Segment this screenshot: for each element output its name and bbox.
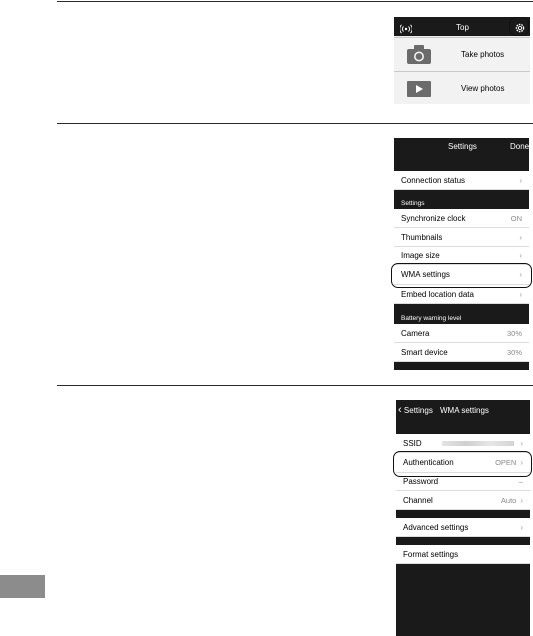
row-label: Password <box>403 477 439 486</box>
row-label: Camera <box>401 328 430 338</box>
chevron-right-icon: › <box>519 289 522 299</box>
chevron-right-icon: › <box>519 232 522 242</box>
row-value: 30% <box>506 347 522 357</box>
chevron-left-icon: ‹ <box>398 404 402 416</box>
wma-settings-highlight <box>391 263 532 288</box>
row-label: Embed location data <box>401 289 474 299</box>
play-icon <box>407 81 431 102</box>
row-label: Format settings <box>403 549 459 559</box>
row-label: Thumbnails <box>401 232 443 242</box>
format-settings-row[interactable] <box>396 545 530 564</box>
page-title: Top <box>456 23 469 32</box>
row-label: Smart device <box>401 347 448 357</box>
authentication-highlight <box>393 451 532 477</box>
section-header-battery: Battery warning level <box>401 315 462 322</box>
chevron-right-icon: › <box>519 175 522 185</box>
chevron-right-icon: › <box>520 438 523 448</box>
row-label: SSID <box>403 438 422 448</box>
chevron-right-icon: › <box>519 251 522 260</box>
page-title: WMA settings <box>440 406 489 415</box>
take-photos-label: Take photos <box>461 50 505 59</box>
page-tab-marker <box>0 575 45 598</box>
thumbnails-row[interactable] <box>394 228 529 247</box>
channel-row[interactable] <box>396 491 530 510</box>
row-label: Channel <box>403 495 433 505</box>
settings-highlight <box>509 17 529 36</box>
row-value: 30% <box>506 328 522 338</box>
camera-icon <box>407 45 431 69</box>
row-label: Advanced settings <box>403 522 469 532</box>
back-label: Settings <box>403 406 433 415</box>
chevron-right-icon: › <box>520 522 523 532</box>
section-divider-1 <box>57 1 533 2</box>
back-button[interactable] <box>398 406 433 415</box>
chevron-right-icon: › <box>520 458 523 467</box>
done-button[interactable]: Done <box>510 142 529 151</box>
section-divider-2 <box>57 123 533 124</box>
row-value: ON <box>510 213 522 223</box>
settings-screen <box>394 138 529 370</box>
row-value: OPEN <box>495 458 517 467</box>
row-label: Synchronize clock <box>401 213 466 223</box>
connection-status-row[interactable] <box>394 171 529 190</box>
top-screen <box>394 17 530 104</box>
row-label: Image size <box>401 251 440 260</box>
section-header-settings: Settings <box>401 200 425 207</box>
row-value: – <box>518 477 523 486</box>
smart-device-battery-row[interactable] <box>394 343 529 362</box>
row-label: Connection status <box>401 175 466 185</box>
row-label: WMA settings <box>401 270 450 279</box>
view-photos-item[interactable] <box>394 71 530 104</box>
section-divider-3 <box>57 385 533 386</box>
chevron-right-icon: › <box>520 495 523 505</box>
view-photos-label: View photos <box>461 84 505 93</box>
take-photos-item[interactable] <box>394 37 530 71</box>
chevron-right-icon: › <box>519 270 522 279</box>
row-value: Auto <box>500 495 517 505</box>
synchronize-clock-row[interactable] <box>394 209 529 228</box>
page-title: Settings <box>448 142 477 151</box>
row-label: Authentication <box>403 458 454 467</box>
camera-battery-row[interactable] <box>394 324 529 343</box>
masked-ssid-value <box>442 441 514 446</box>
wma-settings-screen <box>396 400 530 636</box>
advanced-settings-row[interactable] <box>396 518 530 537</box>
